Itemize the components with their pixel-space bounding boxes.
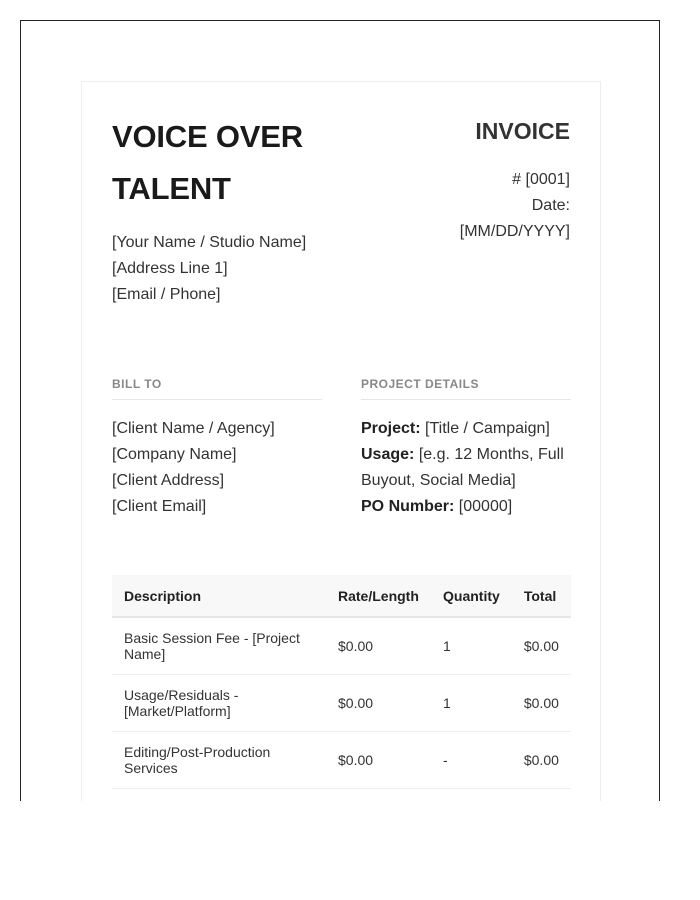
usage-value: [e.g. 12 Months, Full Buyout, Social Media] — [361, 446, 564, 489]
bill-to-heading: BILL TO — [112, 377, 322, 400]
row-total: $0.00 — [512, 732, 571, 789]
row-quantity: - — [431, 732, 512, 789]
document-page — [20, 20, 660, 801]
invoice-meta — [460, 167, 570, 245]
row-quantity: 1 — [431, 675, 512, 732]
bill-to-info — [112, 416, 275, 520]
invoice-title: INVOICE — [475, 118, 570, 144]
project-details-heading: PROJECT DETAILS — [361, 377, 571, 400]
row-rate: $0.00 — [326, 675, 431, 732]
usage-label: Usage: — [361, 446, 415, 463]
po-value: [00000] — [458, 498, 513, 515]
row-total: $0.00 — [512, 675, 571, 732]
col-total: Total — [512, 575, 571, 617]
company-name-line-2: TALENT — [112, 171, 231, 206]
sender-name: [Your Name / Studio Name] — [112, 234, 307, 251]
company-name-line-1: VOICE OVER — [112, 119, 303, 154]
project-label: Project: — [361, 420, 421, 437]
col-quantity: Quantity — [431, 575, 512, 617]
invoice-date-value: [MM/DD/YYYY] — [459, 223, 570, 240]
row-rate: $0.00 — [326, 732, 431, 789]
sender-contact: [Email / Phone] — [112, 286, 221, 303]
row-description: Editing/Post-Production Services — [112, 732, 326, 789]
client-email: [Client Email] — [112, 498, 207, 515]
po-line — [361, 494, 571, 520]
row-description: Usage/Residuals - [Market/Platform] — [112, 675, 326, 732]
table-row — [112, 617, 571, 675]
project-details-info — [361, 416, 571, 520]
company-name — [112, 111, 352, 215]
po-label: PO Number: — [361, 498, 455, 515]
invoice-date-label: Date: — [531, 197, 570, 214]
col-description: Description — [112, 575, 326, 617]
row-rate: $0.00 — [326, 617, 431, 675]
line-items-table — [112, 575, 571, 789]
project-line — [361, 416, 571, 442]
client-name: [Client Name / Agency] — [112, 420, 275, 437]
sender-address: [Address Line 1] — [112, 260, 228, 277]
usage-line — [361, 442, 571, 494]
col-rate: Rate/Length — [326, 575, 431, 617]
row-description: Basic Session Fee - [Project Name] — [112, 617, 326, 675]
client-address: [Client Address] — [112, 472, 225, 489]
table-row — [112, 675, 571, 732]
client-company: [Company Name] — [112, 446, 237, 463]
project-value: [Title / Campaign] — [425, 420, 550, 437]
table-header-row — [112, 575, 571, 617]
invoice-number: # [0001] — [512, 171, 570, 188]
row-quantity: 1 — [431, 617, 512, 675]
row-total: $0.00 — [512, 617, 571, 675]
table-row — [112, 732, 571, 789]
invoice-sheet — [81, 81, 601, 801]
sender-info — [112, 230, 306, 308]
